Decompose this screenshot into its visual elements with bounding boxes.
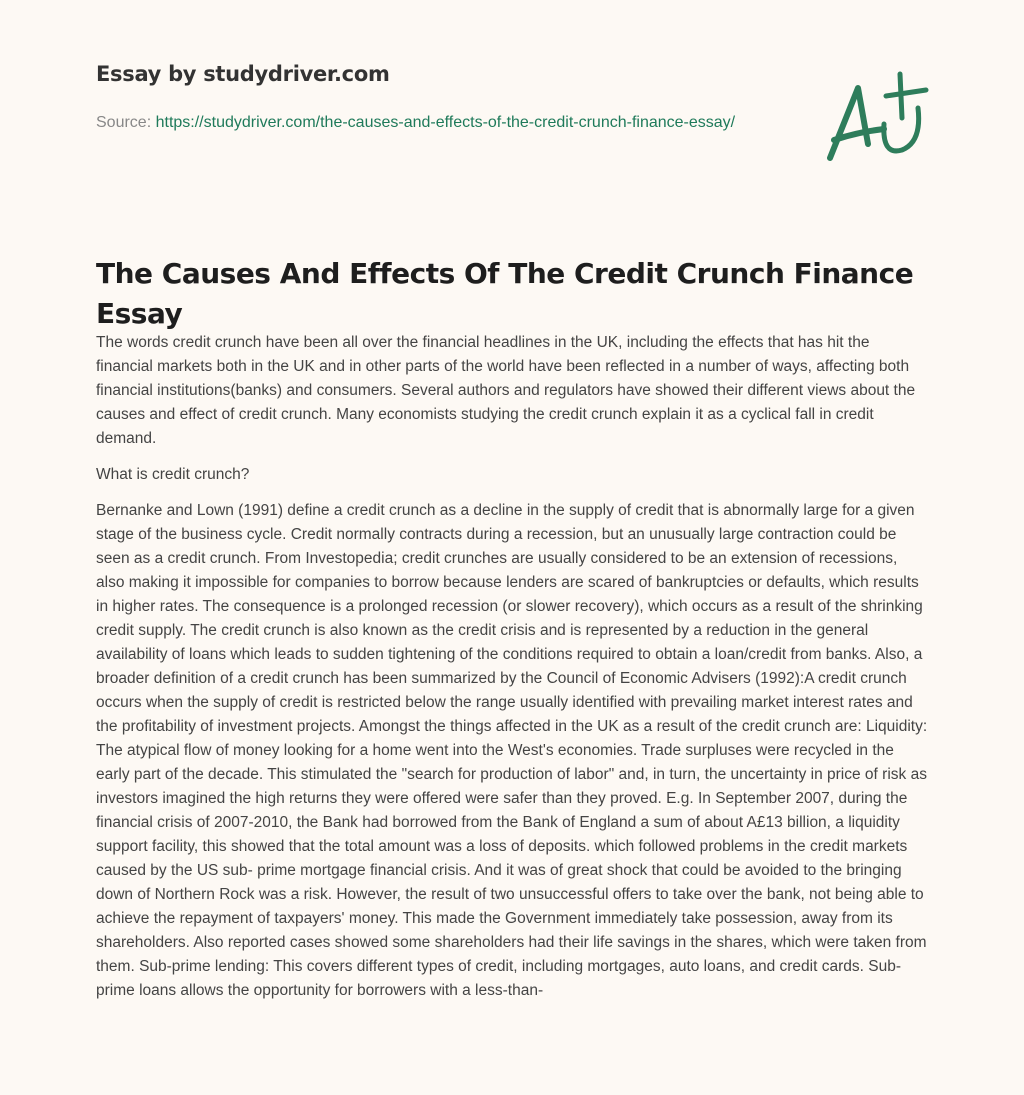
source-line bbox=[96, 110, 736, 135]
article-title: The Causes And Effects Of The Credit Crunch Finance Essay bbox=[96, 257, 914, 330]
body-paragraph: Bernanke and Lown (1991) define a credit crunch as a decline in the supply of credit that is abnormally large for a given stage of the business cycle. Credit normally contracts during a recession, but an unusually large contraction could be seen as a credit crunch. From Investopedia; credit crunches are usually considered to be an extension of recessions, also making it impossible for companies to borrow because lenders are scared of bankruptcies or defaults, which results in higher rates. The consequence is a prolonged recession (or slower recovery), which occurs as a result of the shrinking credit supply. The credit crunch is also known as the credit crisis and is represented by a reduction in the general availability of loans which leads to sudden tightening of the conditions required to obtain a loan/credit from banks. Also, a broader definition of a credit crunch has been summarized by the Council of Economic Advisers (1992):A credit crunch occurs when the supply of credit is restricted below the range usually identified with prevailing market interest rates and the profitability of investment projects. Amongst the things affected in the UK as a result of the credit crunch are: Liquidity: The atypical flow of money looking for a home went into the West's economies. Trade surpluses were recycled in the early part of the decade. This stimulated the "search for production of labor" and, in turn, the uncertainty in price of risk as investors imagined the high returns they were offered were safer than they proved. E.g. In September 2007, during the financial crisis of 2007-2010, the Bank had borrowed from the Bank of England a sum of about A£13 billion, a liquidity support facility, this showed that the total amount was a loss of deposits. which followed problems in the credit markets caused by the US sub- prime mortgage financial crisis. And it was of great shock that could be avoided to the bringing down of Northern Rock was a risk. However, the result of two unsuccessful offers to take over the bank, not being able to achieve the repayment of taxpayers' money. This made the Government immediately take possession, away from its shareholders. Also reported cases showed some shareholders had their life savings in the shares, which were taken from them. Sub-prime lending: This covers different types of credit, including mortgages, auto loans, and credit cards. Sub-prime loans allows the opportunity for borrowers with a less-than- bbox=[96, 502, 928, 999]
article-body bbox=[96, 331, 928, 1015]
page-header bbox=[96, 62, 776, 135]
site-title: Essay by studydriver.com bbox=[96, 62, 390, 86]
source-link[interactable]: https://studydriver.com/the-causes-and-effects-of-the-credit-crunch-finance-essay/ bbox=[155, 114, 736, 131]
a-plus-grade-icon bbox=[822, 66, 932, 166]
section-question: What is credit crunch? bbox=[96, 466, 250, 483]
intro-paragraph: The words credit crunch have been all over the financial headlines in the UK, including the effects that has hit the financial markets both in the UK and in other parts of the world have been reflected in a number of ways, affecting both financial institutions(banks) and consumers. Several authors and regulators have showed their different views about the causes and effect of credit crunch. Many economists studying the credit crunch explain it as a cyclical fall in credit demand. bbox=[96, 334, 916, 447]
source-label: Source: bbox=[96, 114, 156, 131]
